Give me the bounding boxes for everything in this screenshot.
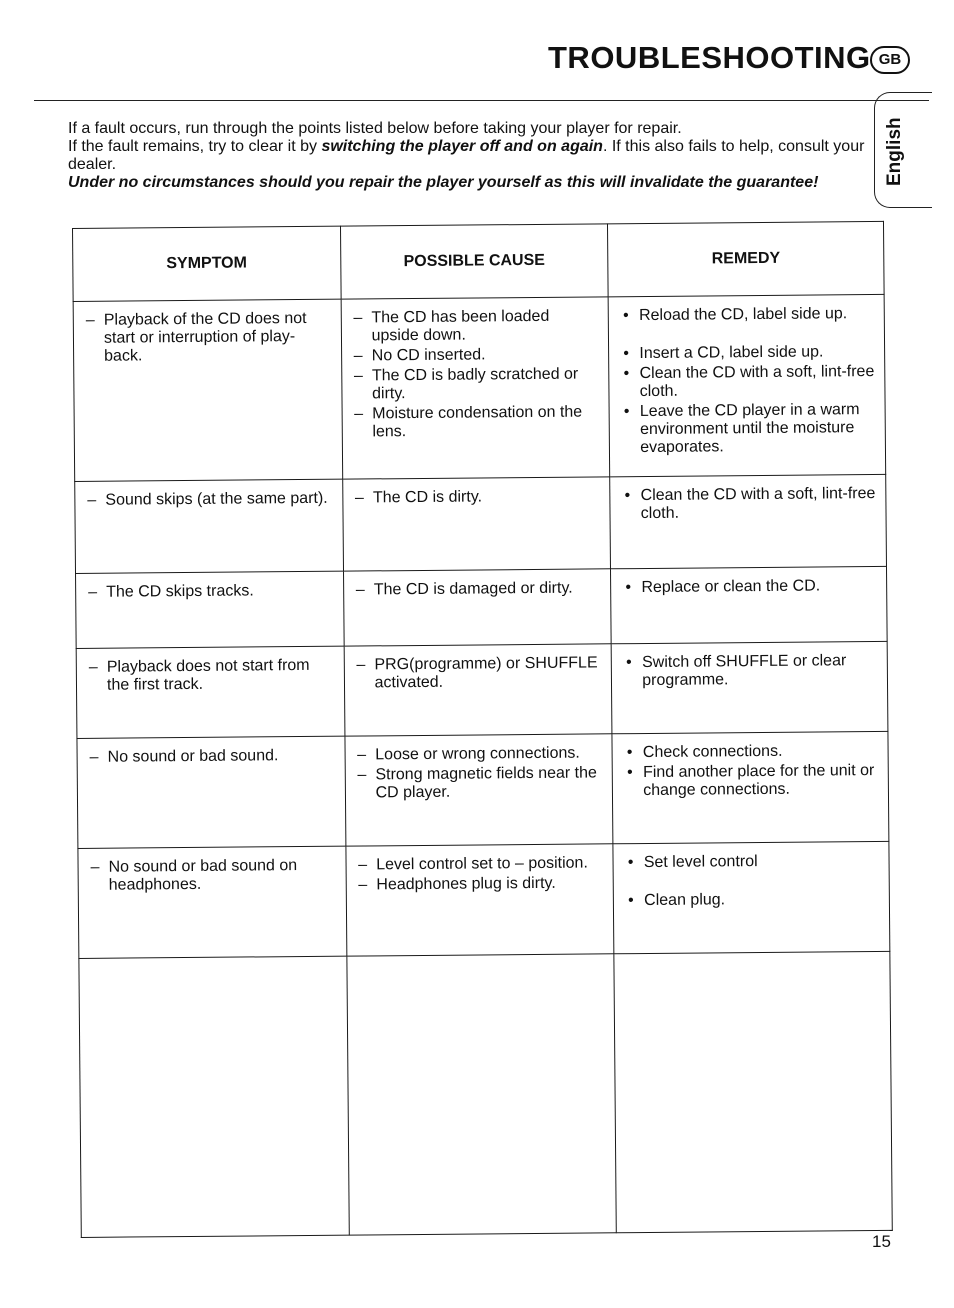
symptom-cell [73, 299, 342, 481]
troubleshooting-table [72, 221, 893, 1238]
cause-item: – Strong magnetic fields near the CD player. [353, 764, 604, 802]
cause-item: – The CD has been loaded upside down. [349, 307, 600, 345]
table-row [78, 841, 890, 958]
intro-warning: Under no circumstances should you repair the player yourself as this will invalidate the guarantee! [68, 174, 819, 191]
remedy-cell [611, 566, 887, 643]
table-row [77, 731, 889, 848]
remedy-item: • Replace or clean the CD. [619, 577, 878, 597]
remedy-cell [610, 474, 887, 568]
header-possible-cause: POSSIBLE CAUSE [340, 224, 608, 299]
cause-item: – The CD is badly scratched or dirty. [350, 365, 601, 403]
cause-item: – Level control set to – position. [354, 854, 605, 874]
cause-item: – Moisture condensation on the lens. [350, 403, 601, 441]
empty-cell [614, 951, 892, 1232]
table-row [76, 641, 888, 738]
table-row [75, 474, 887, 573]
cause-cell [345, 734, 614, 846]
remedy-cell [613, 841, 890, 953]
intro-line-2 [68, 138, 868, 174]
symptom-cell [78, 846, 347, 958]
cause-item: – Headphones plug is dirty. [354, 874, 605, 894]
remedy-cell [608, 294, 885, 476]
cause-item: – The CD is damaged or dirty. [352, 579, 603, 599]
remedy-item: • Set level control [622, 852, 881, 872]
remedy-item: • Leave the CD player in a warm environment until the moisture evaporates. [618, 401, 877, 457]
remedy-item: • Switch off SHUFFLE or clear programme. [620, 652, 879, 690]
header-remedy: REMEDY [608, 221, 884, 296]
symptom-cell [76, 646, 344, 738]
cause-item: – PRG(programme) or SHUFFLE activated. [352, 654, 603, 692]
cause-cell [342, 477, 610, 571]
troubleshooting-table-wrapper [72, 221, 893, 1238]
remedy-item: • Clean the CD with a soft, lint-free cloth. [619, 485, 878, 523]
cause-cell [344, 644, 612, 736]
symptom-text: – Playback of the CD does not start or interruption of play-back. [82, 310, 333, 366]
remedy-item: • Clean plug. [622, 890, 881, 910]
language-tab-label: English [884, 117, 905, 186]
intro-emphasis: switching the player off and on again [321, 138, 603, 155]
intro-text [68, 120, 868, 192]
cause-item: – No CD inserted. [350, 345, 601, 365]
table-row [76, 566, 888, 648]
header-symptom: SYMPTOM [73, 226, 341, 301]
empty-cell [79, 956, 349, 1237]
cause-item: – The CD is dirty. [351, 487, 602, 507]
symptom-text: – Sound skips (at the same part). [83, 490, 334, 510]
header-rule [34, 100, 929, 101]
remedy-item: • Clean the CD with a soft, lint-free cloth. [617, 363, 876, 401]
cause-cell [341, 297, 610, 479]
symptom-text: – No sound or bad sound on headphones. [87, 857, 338, 895]
remedy-item: • Find another place for the unit or change connections. [621, 762, 880, 800]
empty-table-row [79, 951, 892, 1237]
symptom-cell [77, 736, 346, 848]
intro-line-2-start: If the fault remains, try to clear it by [68, 138, 322, 155]
cause-cell [346, 844, 615, 956]
symptom-text: – No sound or bad sound. [86, 747, 337, 767]
remedy-cell [611, 641, 888, 733]
symptom-cell [76, 571, 344, 648]
intro-line-2-end: . If this also fails to help, consult your dealer. [68, 138, 865, 173]
language-badge: GB [870, 46, 910, 74]
symptom-text: – The CD skips tracks. [84, 582, 335, 602]
page-number: 15 [872, 1232, 891, 1251]
remedy-cell [612, 731, 889, 843]
remedy-item: • Insert a CD, label side up. [617, 343, 876, 363]
cause-cell [343, 569, 611, 646]
table-header-row [73, 221, 885, 301]
page-title: TROUBLESHOOTING [548, 40, 871, 75]
empty-cell [346, 954, 616, 1235]
intro-line-1: If a fault occurs, run through the points listed below before taking your player for repair. [68, 120, 682, 137]
symptom-cell [75, 479, 343, 573]
symptom-text: – Playback does not start from the first track. [85, 657, 336, 695]
remedy-item: • Check connections. [621, 742, 880, 762]
table-row [73, 294, 886, 481]
remedy-item: • Reload the CD, label side up. [617, 305, 876, 325]
cause-item: – Loose or wrong connections. [353, 744, 604, 764]
